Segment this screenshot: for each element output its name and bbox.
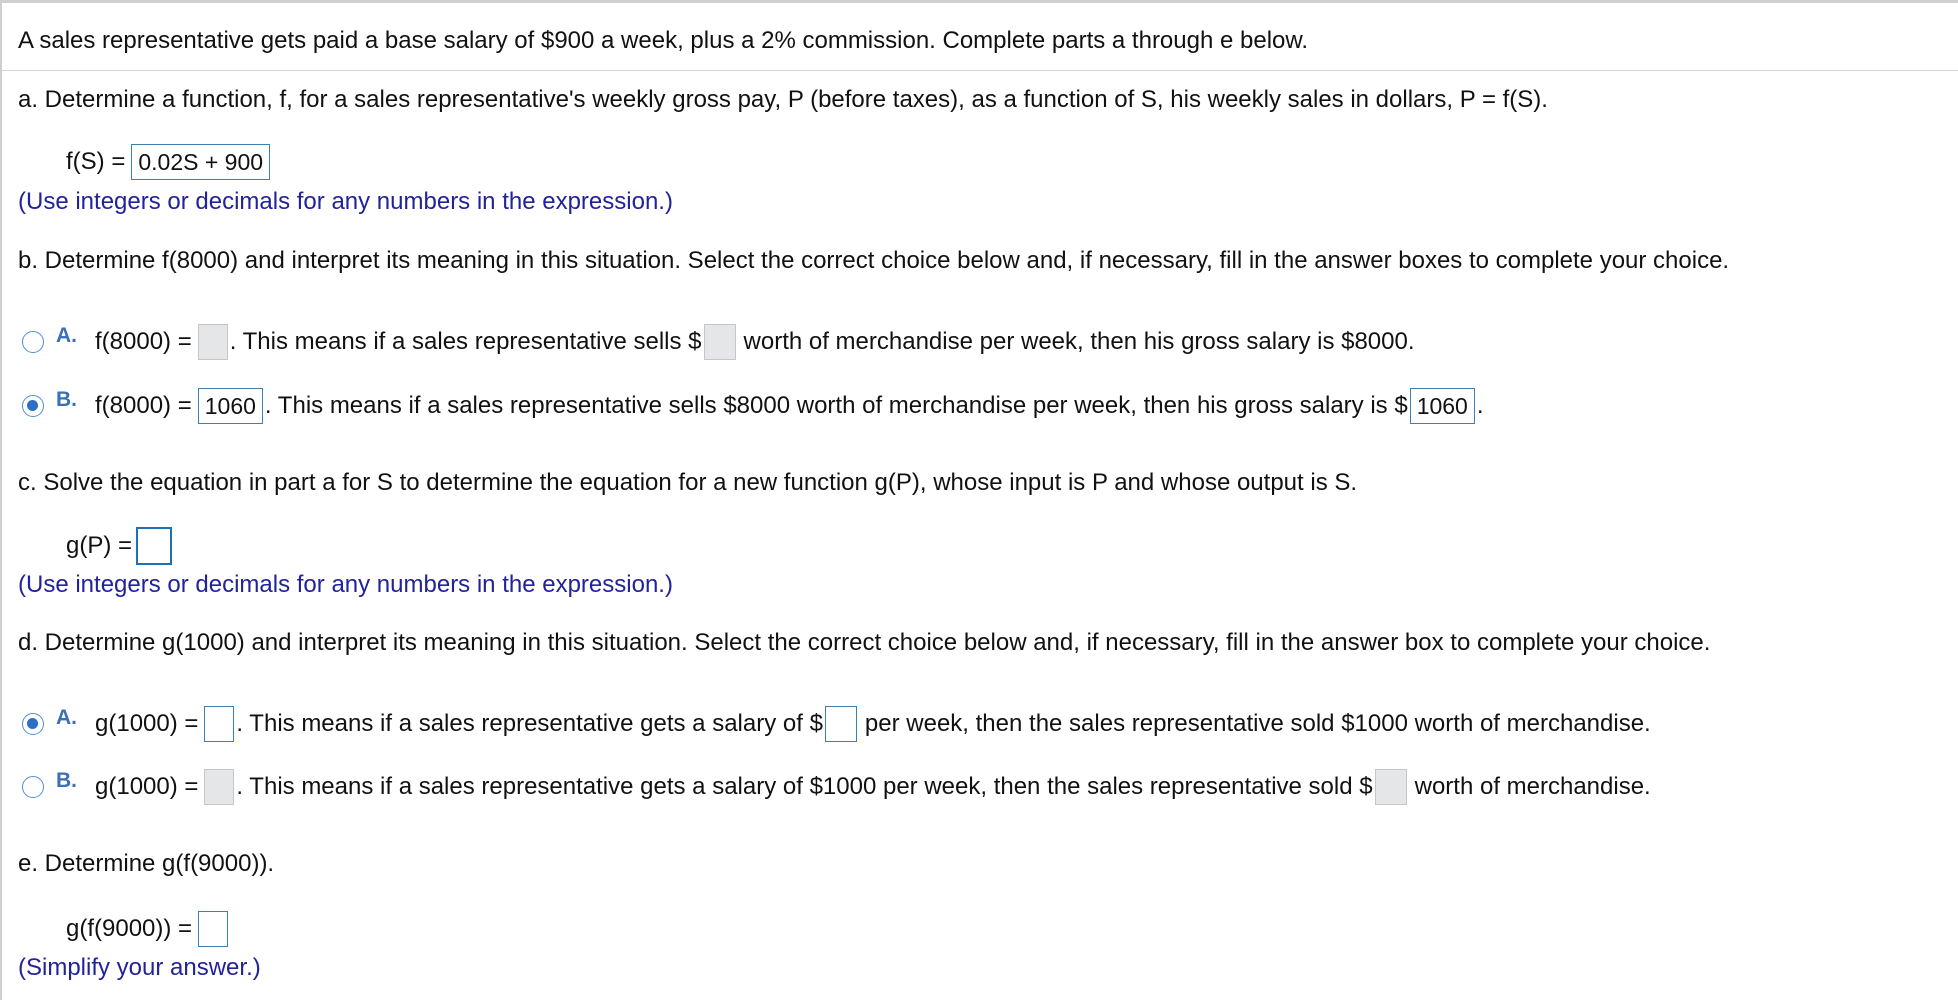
part-b-choice-a-lhs: f(8000) = bbox=[95, 328, 192, 355]
part-b-choice-b-box2[interactable]: 1060 bbox=[1410, 388, 1475, 424]
part-b-choice-a-box1[interactable] bbox=[198, 324, 228, 360]
part-b-choice-b-radio[interactable] bbox=[22, 395, 44, 417]
part-e-question: e. Determine g(f(9000)). bbox=[18, 850, 275, 877]
part-d-choice-b-box1[interactable] bbox=[204, 769, 234, 805]
part-d-choice-b-radio[interactable] bbox=[22, 776, 44, 798]
part-d-choice-a-radio[interactable] bbox=[22, 713, 44, 735]
part-e-answer-row bbox=[66, 911, 230, 947]
part-a-lhs: f(S) = bbox=[66, 148, 126, 175]
part-e-lhs: g(f(9000)) = bbox=[66, 915, 193, 942]
part-b-choice-a-text2: worth of merchandise per week, then his gross salary is $8000. bbox=[743, 328, 1415, 355]
part-d-choice-a-box2[interactable] bbox=[825, 706, 857, 742]
part-b-choice-b-text1: . This means if a sales representative sells $8000 worth of merchandise per week, then his gross salary is $ bbox=[264, 392, 1408, 419]
part-d-choice-a-text2: per week, then the sales representative sold $1000 worth of merchandise. bbox=[864, 710, 1651, 737]
part-d-choice-a-box1[interactable] bbox=[204, 706, 234, 742]
part-d-question: d. Determine g(1000) and interpret its meaning in this situation. Select the correct choice below and, if necessary, fill in the answer box to complete your choice. bbox=[18, 629, 1711, 656]
part-c-answer-row bbox=[66, 527, 174, 565]
part-d-choice-a[interactable] bbox=[22, 706, 1651, 742]
part-b-choice-b[interactable] bbox=[22, 388, 1484, 424]
part-b-question: b. Determine f(8000) and interpret its meaning in this situation. Select the correct choice below and, if necessary, fill in the answer boxes to complete your choice. bbox=[18, 247, 1730, 274]
part-d-choice-b-letter: B. bbox=[56, 769, 77, 792]
part-c-question: c. Solve the equation in part a for S to determine the equation for a new function g(P), whose input is P and whose output is S. bbox=[18, 469, 1358, 496]
part-b-choice-a-letter: A. bbox=[56, 324, 77, 347]
part-d-choice-a-text1: . This means if a sales representative gets a salary of $ bbox=[236, 710, 823, 737]
part-b-choice-b-letter: B. bbox=[56, 388, 77, 411]
part-a-answer-row bbox=[66, 144, 272, 180]
top-border bbox=[0, 0, 1958, 3]
part-d-choice-b-text1: . This means if a sales representative gets a salary of $1000 per week, then the sales representative sold $ bbox=[236, 773, 1373, 800]
part-a-answer-box[interactable]: 0.02S + 900 bbox=[131, 144, 270, 180]
part-d-choice-b-lhs: g(1000) = bbox=[95, 773, 199, 800]
part-b-choice-b-box1[interactable]: 1060 bbox=[198, 388, 263, 424]
part-a-hint: (Use integers or decimals for any numbers in the expression.) bbox=[18, 188, 673, 215]
part-c-hint: (Use integers or decimals for any numbers in the expression.) bbox=[18, 571, 673, 598]
part-b-choice-b-lhs: f(8000) = bbox=[95, 392, 192, 419]
problem-intro: A sales representative gets paid a base salary of $900 a week, plus a 2% commission. Complete parts a through e below. bbox=[18, 27, 1309, 54]
part-b-choice-a-text1: . This means if a sales representative sells $ bbox=[229, 328, 702, 355]
part-d-choice-a-letter: A. bbox=[56, 706, 77, 729]
part-a-question: a. Determine a function, f, for a sales representative's weekly gross pay, P (before taxes), as a function of S, his weekly sales in dollars, P = f(S). bbox=[18, 86, 1548, 113]
intro-divider bbox=[2, 70, 1958, 71]
part-b-choice-b-end: . bbox=[1476, 392, 1484, 419]
part-d-choice-b-text2: worth of merchandise. bbox=[1414, 773, 1651, 800]
part-b-choice-a-box2[interactable] bbox=[704, 324, 736, 360]
part-d-choice-b-box2[interactable] bbox=[1375, 769, 1407, 805]
part-c-answer-box[interactable] bbox=[136, 527, 172, 565]
part-d-choice-b[interactable] bbox=[22, 769, 1651, 805]
left-border bbox=[0, 0, 2, 1000]
part-e-answer-box[interactable] bbox=[198, 911, 228, 947]
part-b-choice-a-radio[interactable] bbox=[22, 331, 44, 353]
part-d-choice-a-lhs: g(1000) = bbox=[95, 710, 199, 737]
part-c-lhs: g(P) = bbox=[66, 532, 133, 559]
part-b-choice-a[interactable] bbox=[22, 324, 1415, 360]
part-e-hint: (Simplify your answer.) bbox=[18, 954, 261, 981]
